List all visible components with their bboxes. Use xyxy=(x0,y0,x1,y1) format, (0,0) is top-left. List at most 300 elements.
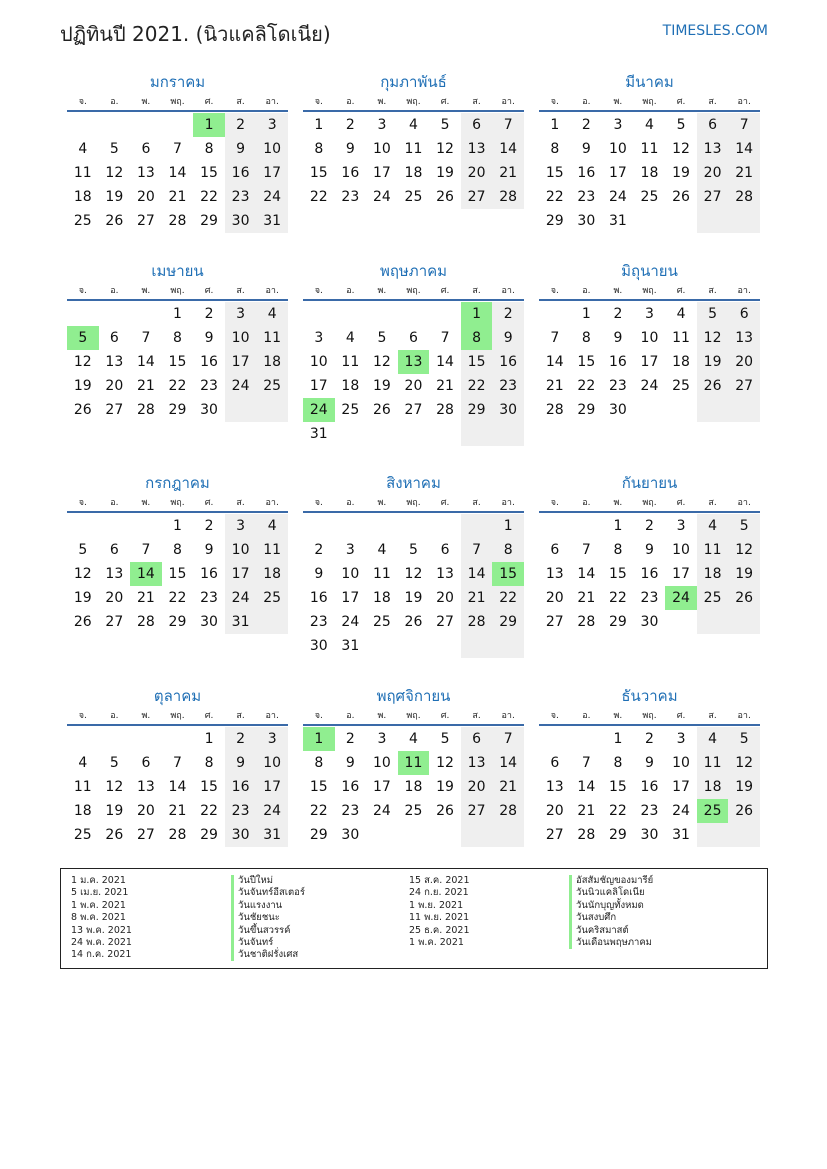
empty-day xyxy=(539,727,571,751)
calendar-day: 20 xyxy=(461,161,493,185)
calendar-day: 31 xyxy=(608,213,627,229)
calendar-day: 12 xyxy=(404,566,423,582)
calendar-day: 24 xyxy=(256,185,288,209)
calendar-day: 18 xyxy=(73,803,92,819)
calendar-day: 4 xyxy=(697,727,729,751)
weekday-label: อา. xyxy=(501,286,515,296)
weekday-label: จ. xyxy=(550,97,559,107)
empty-day xyxy=(130,727,162,751)
weekday-label: อา. xyxy=(501,711,515,721)
calendar-day: 22 xyxy=(608,590,627,606)
weekday-label: อ. xyxy=(110,97,119,107)
calendar-day: 3 xyxy=(613,117,623,133)
weekday-label: พฤ. xyxy=(170,498,185,508)
calendar-day: 25 xyxy=(404,803,423,819)
day-grid xyxy=(539,113,760,233)
calendar-day: 21 xyxy=(436,378,454,394)
empty-day xyxy=(398,514,430,538)
calendar-day: 5 xyxy=(697,302,729,326)
calendar-day: 16 xyxy=(640,779,659,795)
month-calendar xyxy=(303,684,524,847)
month-calendar xyxy=(303,471,524,658)
calendar-day: 28 xyxy=(577,614,596,630)
legend-holiday-name: อัสสัมชัญของมารีย์ xyxy=(576,875,654,886)
calendar-day: 9 xyxy=(345,141,355,157)
calendar-day: 3 xyxy=(256,113,288,137)
calendar-day: 28 xyxy=(728,185,760,209)
calendar-day: 8 xyxy=(314,755,324,771)
calendar-day: 14 xyxy=(545,354,564,370)
calendar-day: 25 xyxy=(697,586,729,610)
calendar-day: 18 xyxy=(640,165,659,181)
calendar-day: 4 xyxy=(78,755,88,771)
calendar-day: 9 xyxy=(225,137,257,161)
calendar-day: 8 xyxy=(204,755,214,771)
calendar-day: 23 xyxy=(309,614,328,630)
calendar-day: 7 xyxy=(581,755,591,771)
empty-day xyxy=(366,302,398,326)
legend-date: 24 ก.ย. 2021 xyxy=(409,887,469,899)
legend-date: 1 ม.ค. 2021 xyxy=(71,875,126,886)
calendar-day: 13 xyxy=(697,137,729,161)
legend-left-names xyxy=(238,875,305,962)
weekday-label: อ. xyxy=(346,711,355,721)
calendar-day: 13 xyxy=(136,165,155,181)
calendar-day: 13 xyxy=(461,137,493,161)
calendar-day: 6 xyxy=(109,542,119,558)
calendar-day: 14 xyxy=(168,165,187,181)
calendar-day: 19 xyxy=(105,189,124,205)
calendar-day: 21 xyxy=(545,378,564,394)
calendar-day: 11 xyxy=(73,779,92,795)
calendar-day: 11 xyxy=(341,354,360,370)
empty-day xyxy=(429,422,461,446)
calendar-day: 4 xyxy=(256,514,288,538)
empty-day xyxy=(461,634,493,658)
calendar-day: 3 xyxy=(256,727,288,751)
weekday-header xyxy=(303,94,524,112)
weekday-label: พ. xyxy=(141,711,151,721)
calendar-day: 15 xyxy=(608,779,627,795)
calendar-day: 14 xyxy=(577,566,596,582)
calendar-day: 15 xyxy=(200,165,218,181)
calendar-day: 7 xyxy=(492,727,524,751)
weekday-label: พ. xyxy=(377,286,387,296)
calendar-day: 26 xyxy=(105,213,124,229)
empty-day xyxy=(429,823,461,847)
month-calendar xyxy=(539,471,760,634)
weekday-label: พ. xyxy=(141,498,151,508)
legend-holiday-name: วันชัยชนะ xyxy=(238,912,280,924)
empty-day xyxy=(634,398,666,422)
calendar-day: 28 xyxy=(168,827,187,843)
weekday-label: ศ. xyxy=(676,97,686,107)
calendar-day: 27 xyxy=(404,402,423,418)
calendar-day: 2 xyxy=(645,731,654,747)
calendar-day: 19 xyxy=(404,590,423,606)
calendar-day: 4 xyxy=(256,302,288,326)
calendar-day: 14 xyxy=(728,137,760,161)
calendar-day: 29 xyxy=(492,610,524,634)
calendar-day: 18 xyxy=(697,562,729,586)
calendar-day: 31 xyxy=(341,638,360,654)
calendar-day: 18 xyxy=(341,378,360,394)
calendar-day: 12 xyxy=(73,354,92,370)
holiday-day: 8 xyxy=(461,326,493,350)
calendar-day: 19 xyxy=(697,350,729,374)
weekday-label: อา. xyxy=(737,97,751,107)
calendar-day: 1 xyxy=(173,518,182,534)
month-calendar xyxy=(539,684,760,847)
calendar-day: 15 xyxy=(608,566,627,582)
calendar-day: 8 xyxy=(204,141,214,157)
calendar-day: 25 xyxy=(404,189,423,205)
calendar-day: 27 xyxy=(461,799,493,823)
calendar-day: 19 xyxy=(436,779,454,795)
calendar-day: 22 xyxy=(545,189,564,205)
weekday-label: ศ. xyxy=(204,498,214,508)
holiday-legend xyxy=(60,868,768,969)
calendar-day: 2 xyxy=(345,731,355,747)
calendar-day: 24 xyxy=(225,374,257,398)
empty-day xyxy=(162,727,194,751)
calendar-day: 28 xyxy=(436,402,454,418)
calendar-day: 26 xyxy=(372,402,391,418)
calendar-day: 28 xyxy=(136,614,155,630)
calendar-day: 14 xyxy=(436,354,454,370)
calendar-day: 10 xyxy=(256,751,288,775)
calendar-day: 27 xyxy=(105,402,124,418)
calendar-day: 27 xyxy=(728,374,760,398)
weekday-label: ศ. xyxy=(440,711,450,721)
calendar-day: 23 xyxy=(341,803,360,819)
legend-date: 13 พ.ค. 2021 xyxy=(71,924,132,936)
calendar-day: 11 xyxy=(372,566,391,582)
calendar-day: 16 xyxy=(640,566,659,582)
calendar-day: 14 xyxy=(461,562,493,586)
empty-day xyxy=(461,823,493,847)
calendar-day: 19 xyxy=(672,165,690,181)
weekday-label: อ. xyxy=(582,498,591,508)
calendar-day: 5 xyxy=(440,117,450,133)
empty-day xyxy=(665,398,697,422)
weekday-label: อ. xyxy=(346,97,355,107)
calendar-day: 28 xyxy=(461,610,493,634)
calendar-day: 18 xyxy=(697,775,729,799)
day-grid xyxy=(539,514,760,634)
calendar-day: 16 xyxy=(225,161,257,185)
empty-day xyxy=(335,514,367,538)
calendar-day: 20 xyxy=(136,803,155,819)
calendar-day: 19 xyxy=(105,803,124,819)
calendar-day: 29 xyxy=(577,402,596,418)
empty-day xyxy=(492,634,524,658)
weekday-label: อ. xyxy=(582,97,591,107)
empty-day xyxy=(99,727,131,751)
weekday-label: พ. xyxy=(377,97,387,107)
month-name: มกราคม xyxy=(149,73,206,91)
calendar-day: 16 xyxy=(492,350,524,374)
calendar-day: 17 xyxy=(309,378,328,394)
calendar-day: 2 xyxy=(225,727,257,751)
calendar-day: 26 xyxy=(436,189,454,205)
calendar-day: 23 xyxy=(200,378,218,394)
weekday-label: จ. xyxy=(78,711,87,721)
calendar-day: 5 xyxy=(728,514,760,538)
calendar-day: 9 xyxy=(314,566,324,582)
calendar-day: 18 xyxy=(256,350,288,374)
calendar-day: 2 xyxy=(314,542,324,558)
calendar-day: 2 xyxy=(345,117,355,133)
calendar-day: 10 xyxy=(225,538,257,562)
calendar-day: 30 xyxy=(341,827,360,843)
calendar-day: 9 xyxy=(492,326,524,350)
calendar-day: 17 xyxy=(372,779,391,795)
calendar-day: 21 xyxy=(136,590,155,606)
legend-holiday-name: วันชาติฝรั่งเศส xyxy=(238,949,299,961)
month-name: ตุลาคม xyxy=(153,687,202,705)
calendar-day: 29 xyxy=(309,827,328,843)
calendar-day: 25 xyxy=(672,378,690,394)
weekday-label: ส. xyxy=(236,711,245,721)
calendar-day: 3 xyxy=(377,731,387,747)
calendar-day: 8 xyxy=(550,141,560,157)
empty-day xyxy=(67,302,99,326)
day-grid xyxy=(539,302,760,422)
holiday-day: 5 xyxy=(67,326,99,350)
weekday-label: จ. xyxy=(550,286,559,296)
calendar-day: 3 xyxy=(225,514,257,538)
weekday-label: จ. xyxy=(314,498,323,508)
calendar-day: 17 xyxy=(256,775,288,799)
weekday-label: จ. xyxy=(550,711,559,721)
calendar-day: 10 xyxy=(341,566,360,582)
weekday-label: พฤ. xyxy=(642,711,657,721)
calendar-day: 7 xyxy=(581,542,591,558)
calendar-day: 3 xyxy=(225,302,257,326)
month-name: กุมภาพันธ์ xyxy=(380,73,447,91)
calendar-day: 4 xyxy=(409,731,418,747)
legend-date: 14 ก.ค. 2021 xyxy=(71,949,132,961)
legend-right-marker xyxy=(569,875,572,949)
weekday-header xyxy=(539,283,760,301)
day-grid xyxy=(303,302,524,446)
calendar-day: 20 xyxy=(404,378,423,394)
calendar-day: 9 xyxy=(613,330,623,346)
calendar-day: 25 xyxy=(73,827,92,843)
weekday-label: ส. xyxy=(708,498,717,508)
day-grid xyxy=(539,727,760,847)
calendar-day: 12 xyxy=(697,326,729,350)
empty-day xyxy=(256,610,288,634)
calendar-day: 25 xyxy=(341,402,360,418)
weekday-label: อ. xyxy=(110,711,119,721)
calendar-day: 2 xyxy=(645,518,654,534)
calendar-day: 9 xyxy=(645,755,654,771)
calendar-day: 31 xyxy=(672,827,690,843)
legend-holiday-name: วันคริสมาสต์ xyxy=(576,924,629,936)
calendar-day: 26 xyxy=(436,803,454,819)
calendar-day: 15 xyxy=(577,354,596,370)
calendar-day: 25 xyxy=(372,614,391,630)
calendar-day: 20 xyxy=(697,161,729,185)
calendar-day: 13 xyxy=(105,354,124,370)
calendar-day: 6 xyxy=(109,330,119,346)
day-grid xyxy=(67,302,288,422)
legend-holiday-name: วันแรงงาน xyxy=(238,899,283,911)
calendar-day: 16 xyxy=(200,354,218,370)
calendar-day: 20 xyxy=(728,350,760,374)
month-calendar xyxy=(67,684,288,847)
weekday-label: ศ. xyxy=(440,97,450,107)
legend-date: 1 พ.ย. 2021 xyxy=(409,899,464,911)
weekday-label: ส. xyxy=(236,498,245,508)
calendar-day: 24 xyxy=(672,803,690,819)
weekday-label: พฤ. xyxy=(642,286,657,296)
empty-day xyxy=(571,514,603,538)
calendar-day: 6 xyxy=(409,330,418,346)
calendar-day: 12 xyxy=(672,141,690,157)
calendar-day: 6 xyxy=(728,302,760,326)
calendar-day: 10 xyxy=(608,141,627,157)
empty-day xyxy=(697,398,729,422)
calendar-day: 16 xyxy=(608,354,627,370)
calendar-day: 9 xyxy=(581,141,591,157)
day-grid xyxy=(303,727,524,847)
calendar-day: 11 xyxy=(640,141,659,157)
empty-day xyxy=(429,302,461,326)
legend-right-names xyxy=(576,875,653,949)
holiday-day: 24 xyxy=(303,398,335,422)
legend-date: 1 พ.ค. 2021 xyxy=(409,936,464,948)
calendar-day: 15 xyxy=(461,350,493,374)
legend-date: 24 พ.ค. 2021 xyxy=(71,936,132,948)
calendar-day: 8 xyxy=(173,542,182,558)
weekday-label: พ. xyxy=(613,286,623,296)
calendar-day: 27 xyxy=(105,614,124,630)
calendar-day: 21 xyxy=(577,803,596,819)
calendar-day: 4 xyxy=(345,330,355,346)
weekday-header xyxy=(67,283,288,301)
brand-link[interactable]: TIMESLES.COM xyxy=(662,23,768,39)
calendar-day: 27 xyxy=(461,185,493,209)
calendar-day: 3 xyxy=(645,306,654,322)
empty-day xyxy=(99,113,131,137)
calendar-day: 20 xyxy=(105,590,124,606)
calendar-day: 26 xyxy=(728,586,760,610)
calendar-day: 22 xyxy=(200,189,218,205)
calendar-day: 24 xyxy=(372,189,391,205)
calendar-day: 1 xyxy=(613,518,623,534)
calendar-day: 10 xyxy=(372,755,391,771)
legend-date: 15 ส.ค. 2021 xyxy=(409,875,470,886)
empty-day xyxy=(256,398,288,422)
calendar-day: 6 xyxy=(141,755,151,771)
legend-holiday-name: วันปีใหม่ xyxy=(238,875,274,886)
calendar-day: 17 xyxy=(225,562,257,586)
weekday-label: ส. xyxy=(236,286,245,296)
page-title: ปฏิทินปี 2021. (นิวแคลิโดเนีย) xyxy=(60,22,331,46)
empty-day xyxy=(571,727,603,751)
weekday-label: อา. xyxy=(265,711,279,721)
calendar-day: 7 xyxy=(440,330,450,346)
calendar-day: 22 xyxy=(309,803,328,819)
calendar-day: 22 xyxy=(577,378,596,394)
weekday-label: จ. xyxy=(78,97,87,107)
calendar-day: 23 xyxy=(492,374,524,398)
calendar-day: 24 xyxy=(640,378,659,394)
calendar-day: 27 xyxy=(697,185,729,209)
calendar-day: 17 xyxy=(640,354,659,370)
weekday-label: ศ. xyxy=(676,286,686,296)
empty-day xyxy=(728,398,760,422)
month-name: มิถุนายน xyxy=(621,262,678,280)
calendar-day: 10 xyxy=(256,137,288,161)
calendar-day: 31 xyxy=(256,209,288,233)
calendar-day: 5 xyxy=(676,117,686,133)
empty-day xyxy=(665,610,697,634)
month-name: เมษายน xyxy=(151,262,204,280)
calendar-day: 5 xyxy=(78,542,88,558)
weekday-label: อา. xyxy=(737,286,751,296)
empty-day xyxy=(539,514,571,538)
calendar-day: 24 xyxy=(225,586,257,610)
weekday-label: อ. xyxy=(110,498,119,508)
calendar-day: 19 xyxy=(73,590,92,606)
calendar-day: 30 xyxy=(200,614,218,630)
weekday-label: ศ. xyxy=(676,711,686,721)
month-calendar xyxy=(539,259,760,422)
calendar-day: 14 xyxy=(577,779,596,795)
weekday-label: พ. xyxy=(141,286,151,296)
calendar-day: 18 xyxy=(256,562,288,586)
empty-day xyxy=(697,209,729,233)
calendar-day: 22 xyxy=(608,803,627,819)
calendar-day: 17 xyxy=(256,161,288,185)
weekday-label: พฤ. xyxy=(170,97,185,107)
legend-holiday-name: วันขึ้นสวรรค์ xyxy=(238,924,291,936)
calendar-day: 9 xyxy=(645,542,654,558)
calendar-day: 17 xyxy=(672,779,690,795)
calendar-day: 8 xyxy=(492,538,524,562)
legend-holiday-name: วันจันทร์อีสเตอร์ xyxy=(238,887,305,899)
month-calendar xyxy=(67,259,288,422)
legend-holiday-name: วันจันทร์ xyxy=(238,936,274,948)
calendar-day: 27 xyxy=(436,614,454,630)
weekday-header xyxy=(539,94,760,112)
weekday-header xyxy=(67,708,288,726)
calendar-day: 13 xyxy=(136,779,155,795)
month-name: กันยายน xyxy=(621,474,678,492)
calendar-day: 17 xyxy=(672,566,690,582)
legend-right-dates xyxy=(409,875,470,949)
holiday-day: 11 xyxy=(398,751,430,775)
calendar-day: 19 xyxy=(372,378,391,394)
calendar-day: 18 xyxy=(404,165,423,181)
weekday-label: จ. xyxy=(314,711,323,721)
calendar-day: 23 xyxy=(577,189,596,205)
calendar-day: 5 xyxy=(409,542,418,558)
legend-date: 11 พ.ย. 2021 xyxy=(409,912,470,924)
calendar-day: 6 xyxy=(550,755,560,771)
calendar-day: 20 xyxy=(545,590,564,606)
calendar-day: 26 xyxy=(105,827,124,843)
calendar-day: 21 xyxy=(168,803,187,819)
calendar-day: 16 xyxy=(577,165,596,181)
legend-holiday-name: วันสงบศึก xyxy=(576,912,617,924)
calendar-day: 11 xyxy=(697,538,729,562)
calendar-day: 4 xyxy=(78,141,88,157)
